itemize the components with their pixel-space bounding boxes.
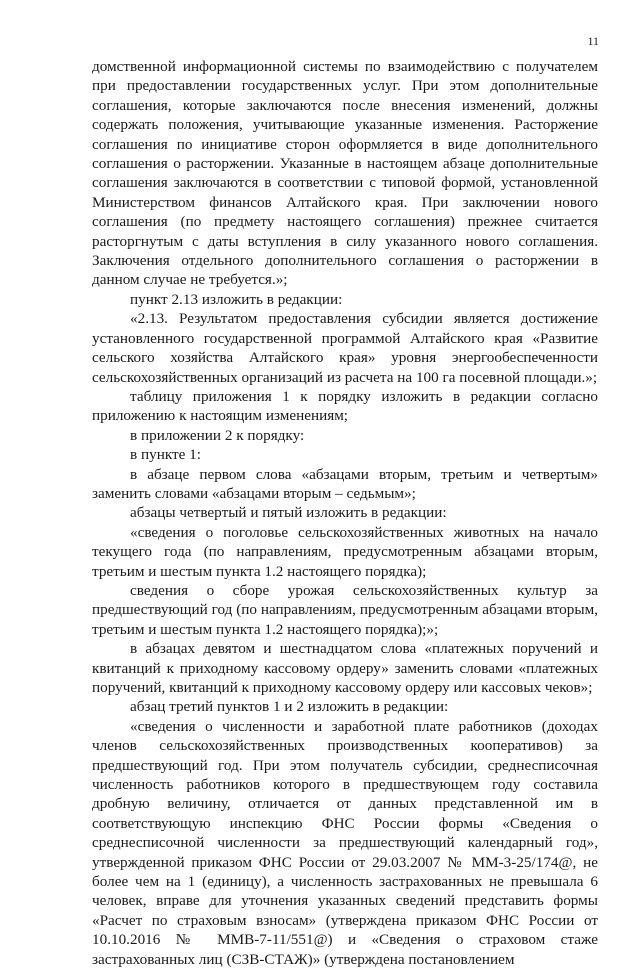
paragraph-employees-info: «сведения о численности и заработной плате работников (доходах членов сельскохозяйственных производственных кооперативов) за предшествующий год. При этом получатель субсидии, среднесписочная численность работников которого в предшествующем году составила дробную величину, отличается от данных представленной им в соответствующую инспекцию ФНС России формы «Сведения о среднесписочной численности за предшествующий календарный год», утвержденной приказом ФНС России от 29.03.2007 № ММ-3-25/174@, не более чем на 1 (единицу), а численность застрахованных не превышала 6 человек, вправе для уточнения указанных сведений представить формы «Расчет по страховым взносам» (утверждена приказом ФНС России от 10.10.2016 № ММВ-7-11/551@) и «Сведения о страховом стаже застрахованных лиц (СЗВ-СТАЖ)» (утверждена постановлением xyxy=(92,717,598,968)
paragraph-appendix-2: в приложении 2 к порядку: xyxy=(130,426,305,444)
paragraph-appendix-1-table: таблицу приложения 1 к порядку изложить в редакции согласно приложению к настоящим изменениям; xyxy=(92,387,598,425)
paragraph-first-abzac: в абзаце первом слова «абзацами вторым, третьим и четвертым» заменить словами «абзацами вторым – седьмым»; xyxy=(92,465,598,502)
document-body xyxy=(92,57,598,969)
page-number: 11 xyxy=(587,34,599,48)
paragraph-item-1: в пункте 1: xyxy=(130,446,201,464)
paragraph-payment-docs: в абзацах девятом и шестнадцатом слова «платежных поручений и квитанций к приходному кассовому ордеру» заменить словами «платежных поручений, квитанций к приходному кассовому ордеру или кассовых чеков»; xyxy=(92,640,598,696)
paragraph-harvest-info: сведения о сборе урожая сельскохозяйственных культур за предшествующий год (по направлениям, предусмотренным абзацами вторым, третьим и шестым пункта 1.2 настоящего порядка);»; xyxy=(92,581,598,638)
paragraph-clause-2-13-intro: пункт 2.13 изложить в редакции: xyxy=(130,290,343,308)
paragraph-third-abzac: абзац третий пунктов 1 и 2 изложить в редакции: xyxy=(130,698,449,716)
paragraph-fourth-fifth-abzac: абзацы четвертый и пятый изложить в редакции: xyxy=(130,504,447,522)
paragraph-continuation: домственной информационной системы по взаимодействию с получателем при предоставлении государственных услуг. При этом дополнительные соглашения, которые заключаются после внесения изменений, должны содержать положения, учитывающие указанные изменения. Расторжение соглашения по инициативе сторон оформляется в виде дополнительного соглашения о расторжении. Указанные в настоящем абзаце дополнительные соглашения заключаются в соответствии с типовой формой, установленной Министерством финансов Алтайского края. При заключении нового соглашения (по предмету настоящего соглашения) прежнее считается расторгнутым с даты вступления в силу указанного нового соглашения. Заключения отдельного дополнительного соглашения о расторжении в данном случае не требуется.»; xyxy=(92,58,598,289)
paragraph-livestock-info: «сведения о поголовье сельскохозяйственных животных на начало текущего года (по направлениям, предусмотренным абзацами вторым, третьим и шестым пункта 1.2 настоящего порядка); xyxy=(92,523,598,580)
paragraph-clause-2-13-text: «2.13. Результатом предоставления субсидии является достижение установленного государственной программой Алтайского края «Развитие сельского хозяйства Алтайского края» уровня энергообеспеченности сельскохозяйственных организаций из расчета на 100 га посевной площади.»; xyxy=(92,310,598,386)
